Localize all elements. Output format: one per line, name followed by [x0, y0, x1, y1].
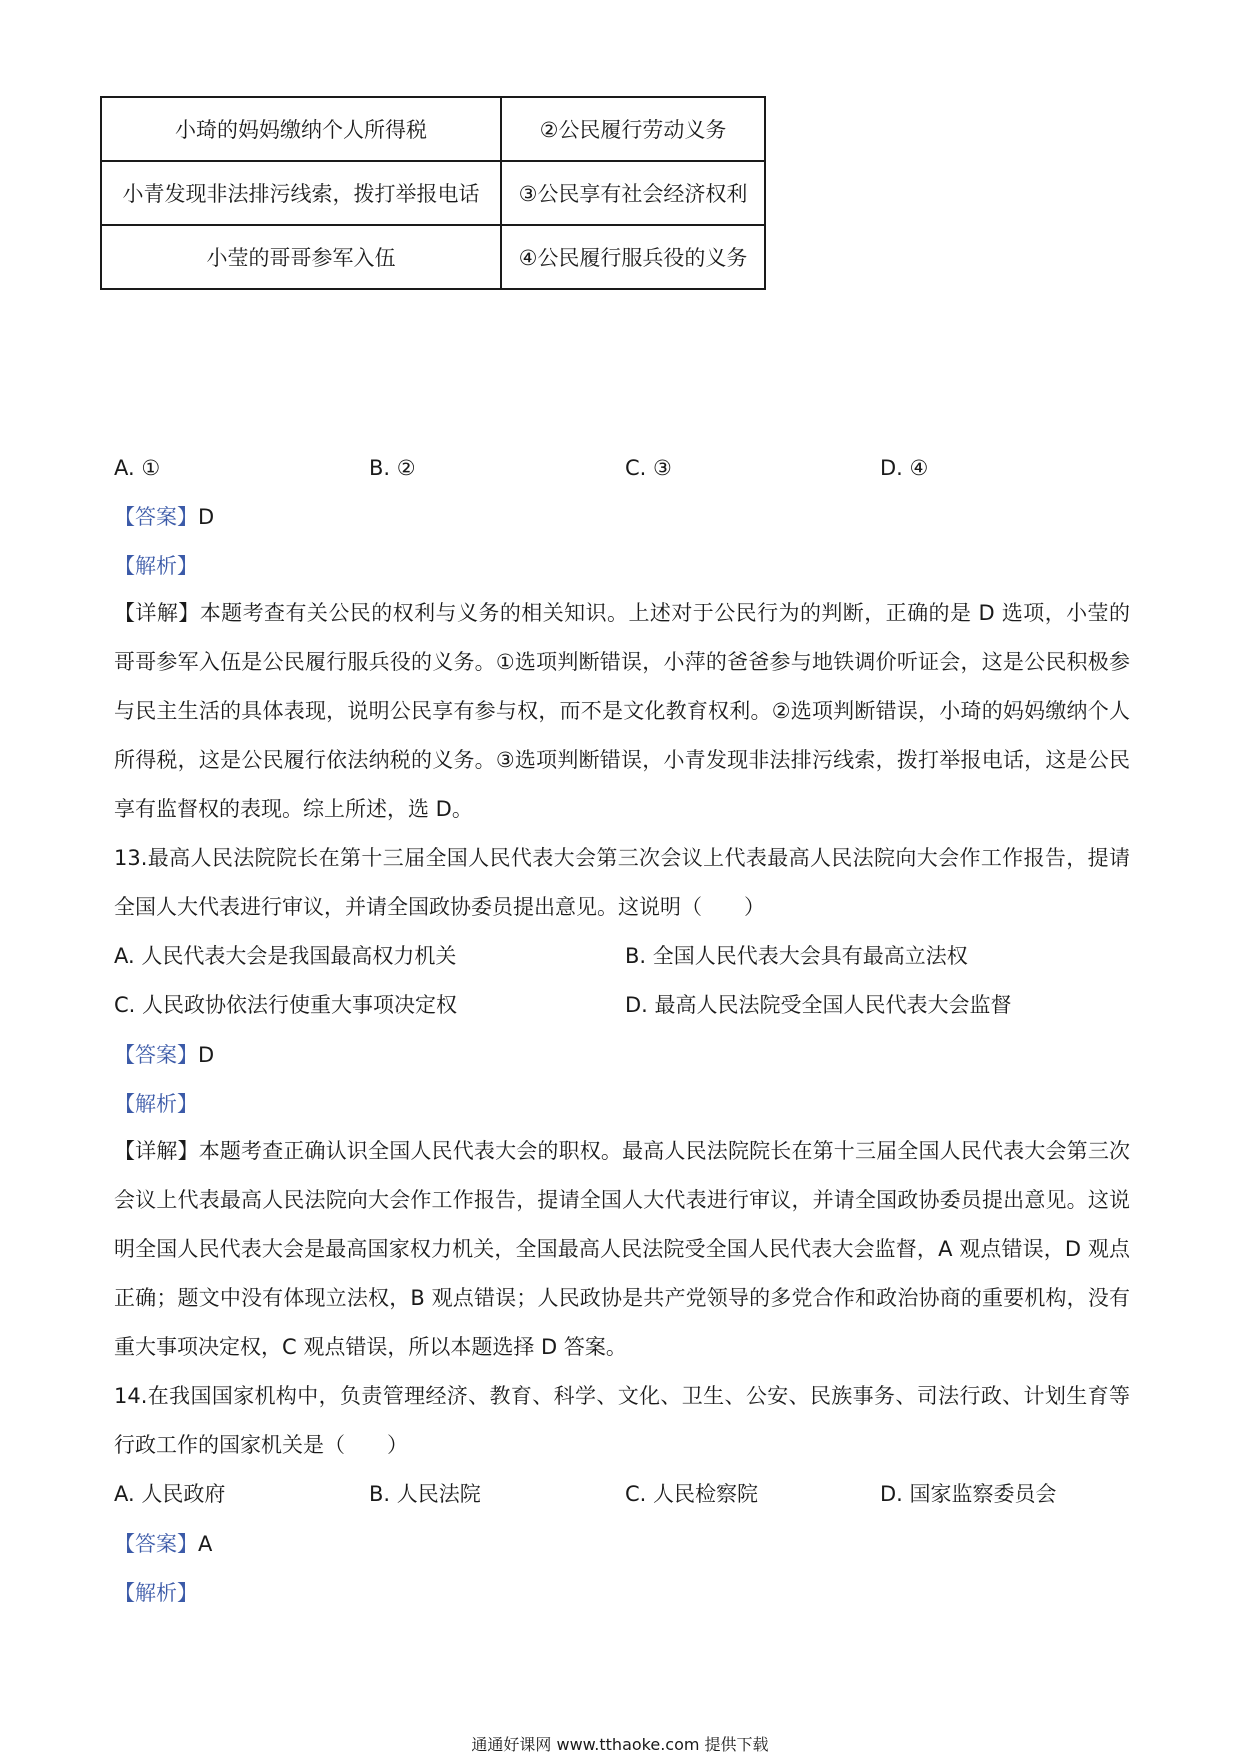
table-cell: ②公民履行劳动义务	[501, 97, 765, 161]
answer-value: A	[198, 1532, 213, 1556]
citizen-behavior-table	[100, 96, 766, 290]
table-row	[101, 225, 765, 289]
q14-answer	[114, 1534, 212, 1555]
q14-analysis-heading	[114, 1583, 198, 1604]
table-cell: ③公民享有社会经济权利	[501, 161, 765, 225]
q13-option-a: A. 人民代表大会是我国最高权力机关	[114, 944, 457, 968]
detail-tag: 【详解】	[114, 601, 200, 625]
q13-detail	[114, 1127, 1130, 1372]
answer-value: D	[198, 505, 215, 529]
detail-text: 本题考查正确认识全国人民代表大会的职权。最高人民法院院长在第十三届全国人民代表大会第三次会议上代表最高人民法院向大会作工作报告，提请全国人大代表进行审议，并请全国政协委员提出意见。这说明全国人民代表大会是最高国家权力机关，全国最高人民法院受全国人民代表大会监督，A 观点错误，D 观点正确；题文中没有体现立法权，B 观点错误；人民政协是共产党领导的多党合作和政治协商的重要机构，没有重大事项决定权，C 观点错误，所以本题选择 D 答案。	[114, 1139, 1131, 1359]
q12-detail	[114, 589, 1130, 834]
table-cell: 小莹的哥哥参军入伍	[101, 225, 501, 289]
q13-answer	[114, 1045, 214, 1066]
q12-answer	[114, 507, 214, 528]
table-cell: 小青发现非法排污线索，拨打举报电话	[101, 161, 501, 225]
q14-option-d: D. 国家监察委员会	[880, 1482, 1057, 1506]
answer-value: D	[198, 1043, 215, 1067]
q12-option-d: D. ④	[880, 456, 929, 480]
q12-analysis-heading	[114, 556, 198, 577]
answer-tag: 【答案】	[114, 1043, 198, 1067]
table-row	[101, 97, 765, 161]
q13-option-d: D. 最高人民法院受全国人民代表大会监督	[625, 993, 1012, 1017]
q14-option-a: A. 人民政府	[114, 1482, 226, 1506]
q14-stem: 14.在我国国家机构中，负责管理经济、教育、科学、文化、卫生、公安、民族事务、司法行政、计划生育等行政工作的国家机关是（ ）	[114, 1384, 1130, 1457]
table-row	[101, 161, 765, 225]
q12-option-b: B. ②	[369, 456, 416, 480]
detail-tag: 【详解】	[114, 1139, 199, 1163]
analysis-tag: 【解析】	[114, 1581, 198, 1605]
answer-tag: 【答案】	[114, 505, 198, 529]
q13-option-c: C. 人民政协依法行使重大事项决定权	[114, 993, 458, 1017]
detail-text: 本题考查有关公民的权利与义务的相关知识。上述对于公民行为的判断，正确的是 D 选项，小莹的哥哥参军入伍是公民履行服兵役的义务。①选项判断错误，小萍的爸爸参与地铁调价听证会，这是公民积极参与民主生活的具体表现，说明公民享有参与权，而不是文化教育权利。②选项判断错误，小琦的妈妈缴纳个人所得税，这是公民履行依法纳税的义务。③选项判断错误，小青发现非法排污线索，拨打举报电话，这是公民享有监督权的表现。综上所述，选 D。	[114, 601, 1130, 821]
q14-option-c: C. 人民检察院	[625, 1482, 759, 1506]
q13-analysis-heading	[114, 1094, 198, 1115]
q13-option-b: B. 全国人民代表大会具有最高立法权	[625, 944, 968, 968]
analysis-tag: 【解析】	[114, 1092, 198, 1116]
q14-option-b: B. 人民法院	[369, 1482, 481, 1506]
analysis-tag: 【解析】	[114, 554, 198, 578]
table-cell: 小琦的妈妈缴纳个人所得税	[101, 97, 501, 161]
table-cell: ④公民履行服兵役的义务	[501, 225, 765, 289]
answer-tag: 【答案】	[114, 1532, 198, 1556]
q12-option-a: A. ①	[114, 456, 161, 480]
q13-stem: 13.最高人民法院院长在第十三届全国人民代表大会第三次会议上代表最高人民法院向大会作工作报告，提请全国人大代表进行审议，并请全国政协委员提出意见。这说明（ ）	[114, 846, 1130, 919]
page-footer: 通通好课网 www.tthaoke.com 提供下载	[471, 1735, 769, 1754]
q12-option-c: C. ③	[625, 456, 672, 480]
